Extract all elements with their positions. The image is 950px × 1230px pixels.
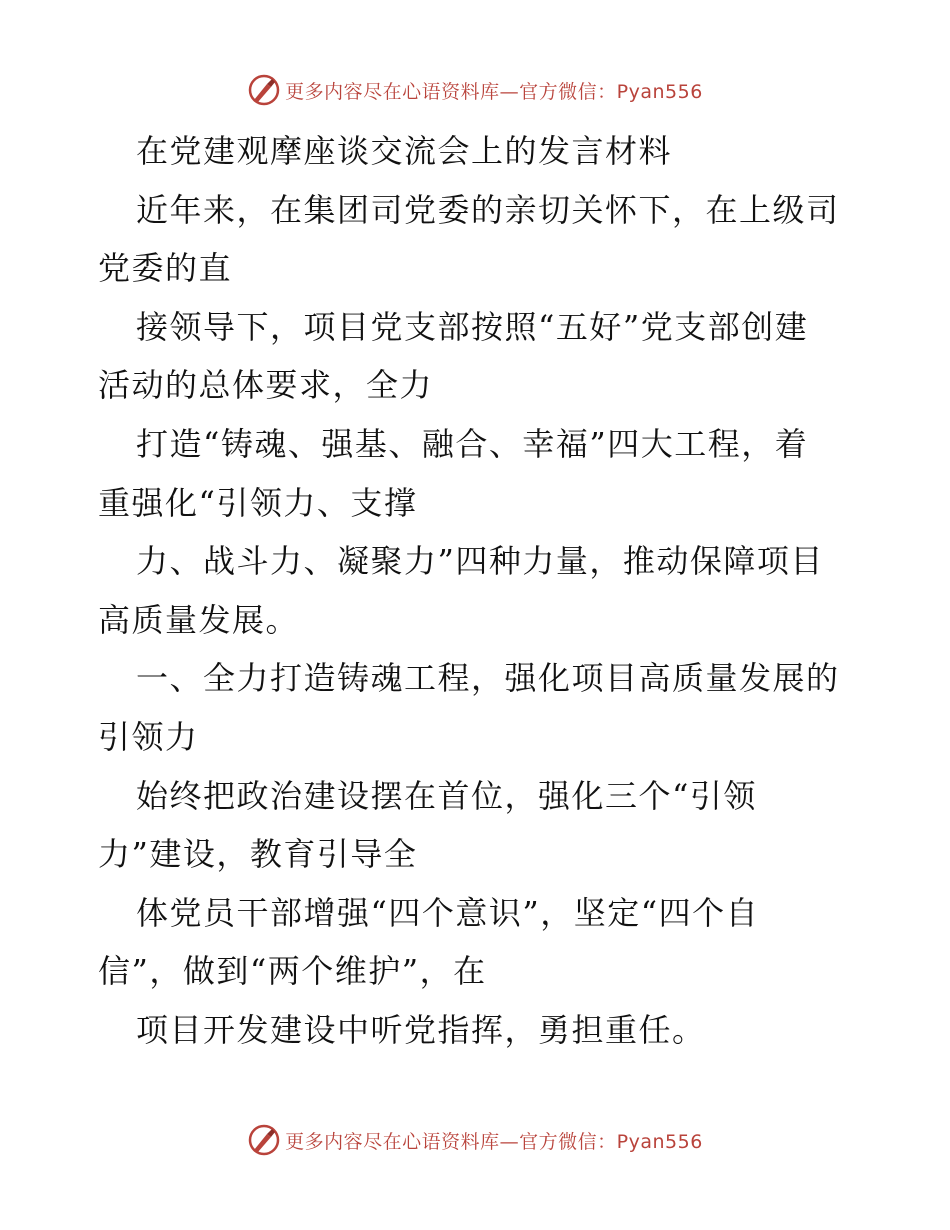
text-line: 重强化“引领力、支撑 [98, 483, 418, 522]
text-line: 始终把政治建设摆在首位，强化三个“引领 [136, 776, 757, 815]
text-line: 信”，做到“两个维护”，在 [98, 952, 487, 991]
banner-text [285, 1127, 703, 1154]
page-header-banner [0, 70, 950, 110]
banner-slogan: 更多内容尽在心语资料库—官方微信： [285, 1130, 617, 1153]
text-line: 体党员干部增强“四个意识”，坚定“四个自 [136, 893, 760, 932]
text-line: 打造“铸魂、强基、融合、幸福”四大工程，着 [136, 424, 809, 463]
text-line: 活动的总体要求，全力 [98, 366, 434, 405]
pen-logo-icon [247, 73, 281, 107]
text-line: 力”建设，教育引导全 [98, 835, 418, 874]
text-line: 力、战斗力、凝聚力”四种力量，推动保障项目 [136, 542, 824, 581]
text-line: 一、全力打造铸魂工程，强化项目高质量发展的 [136, 659, 840, 698]
text-line: 在党建观摩座谈交流会上的发言材料 [136, 132, 673, 170]
text-line: 党委的直 [98, 249, 233, 288]
pen-logo-icon [247, 1123, 281, 1157]
text-line: 接领导下，项目党支部按照“五好”党支部创建 [136, 307, 809, 346]
wechat-id: Pyan556 [616, 1130, 703, 1153]
document-body [98, 122, 858, 1060]
text-line: 高质量发展。 [98, 600, 300, 639]
banner-text [285, 77, 703, 104]
text-line: 引领力 [98, 717, 199, 756]
text-line: 近年来，在集团司党委的亲切关怀下，在上级司 [136, 190, 840, 229]
text-line: 项目开发建设中听党指挥，勇担重任。 [136, 1010, 706, 1049]
banner-slogan: 更多内容尽在心语资料库—官方微信： [285, 80, 617, 103]
wechat-id: Pyan556 [616, 80, 703, 103]
page-footer-banner [0, 1120, 950, 1160]
